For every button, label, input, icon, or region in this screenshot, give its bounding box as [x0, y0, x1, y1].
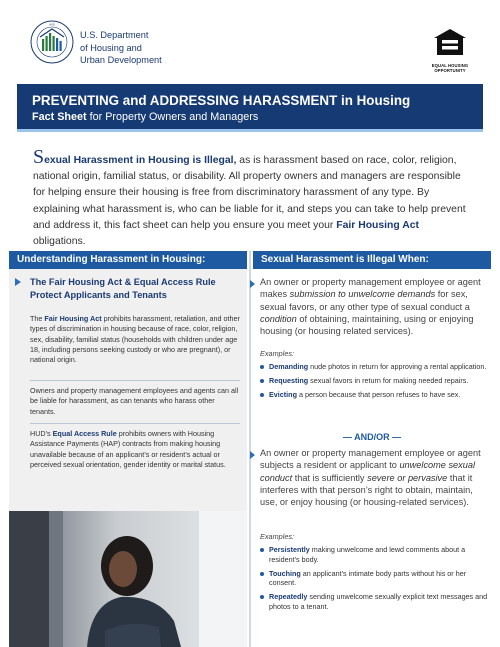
intro-dropcap: S [33, 146, 45, 168]
page-header [0, 0, 500, 80]
right-column-heading: Sexual Harassment is Illegal When: [253, 251, 491, 269]
q1-emphasis: submission to unwelcome demands [289, 289, 436, 300]
ear-text: prohibits owners with Housing Assistance Payments (HAP) contracts from making housing unavailable because of an applicant’s or resident’s actual or perceived sexual orientation, gender identity or marital status. [30, 429, 226, 469]
ear-prefix: HUD’s [30, 429, 53, 438]
list-item [260, 545, 488, 565]
ear-term: Equal Access Rule [52, 429, 117, 438]
example-text: sending unwelcome sexually explicit text messages and photos to a tenant. [269, 592, 488, 611]
triangle-bullet-icon [15, 278, 21, 286]
list-item [260, 376, 488, 386]
left-divider-1 [30, 380, 240, 381]
equal-housing-logo [430, 28, 470, 73]
q2-text-b: that is sufficiently [292, 472, 368, 483]
column-divider [249, 251, 251, 647]
woman-photo [9, 511, 247, 647]
eho-caption-line-1: EQUAL HOUSING [431, 63, 469, 68]
q1-text-a: An owner or property management employee or agent makes [260, 277, 481, 300]
example-verb: Repeatedly [269, 592, 308, 602]
fha-prefix: The [30, 314, 45, 323]
eho-caption-line-2: OPPORTUNITY [434, 68, 466, 73]
left-divider-2 [30, 423, 240, 424]
hostile-environment-paragraph [260, 447, 488, 508]
examples-label-2: Examples: [260, 532, 295, 541]
q2-text-c: that it interferes with that person’s right to obtain, maintain, use, or enjoy housing (or housing-related services). [260, 472, 473, 508]
agency-name-line-3: Urban Development [80, 55, 162, 65]
list-item [260, 569, 488, 589]
examples-label-1: Examples: [260, 349, 295, 358]
example-verb: Requesting [269, 375, 309, 385]
subtitle-rest: for Property Owners and Managers [86, 111, 259, 123]
hud-seal-logo [30, 20, 74, 64]
equal-access-paragraph [30, 429, 242, 470]
left-column-heading: Understanding Harassment in Housing: [9, 251, 247, 269]
examples-list-2 [260, 545, 488, 616]
example-text: nude photos in return for approving a rental application. [308, 362, 487, 371]
list-item [260, 592, 488, 612]
intro-lead: exual Harassment in Housing is Illegal, [44, 155, 237, 166]
fha-text: prohibits harassment, retaliation, and other types of discrimination in housing because of race, color, religion, sex, disability, familial status (households with children under age 18, including persons seeking custody or who are pregnant), or national origin. [30, 314, 240, 365]
condition-paragraph [260, 276, 488, 337]
triangle-bullet-icon [250, 280, 255, 288]
agency-name-line-1: U.S. Department [80, 30, 149, 40]
document-subtitle [32, 111, 258, 123]
agency-name-line-2: of Housing and [80, 42, 142, 53]
document-title: PREVENTING and ADDRESSING HARASSMENT in Housing [32, 93, 411, 108]
subtitle-bold: Fact Sheet [32, 111, 87, 123]
q1-emphasis-2: condition [260, 313, 297, 324]
q2-emphasis: unwelcome sexual conduct [260, 460, 476, 483]
svg-text:HUD: HUD [49, 23, 55, 27]
fha-paragraph [30, 314, 242, 365]
example-text: an applicant’s intimate body parts without his or her consent. [269, 568, 467, 588]
example-verb: Persistently [269, 545, 310, 554]
example-verb: Evicting [269, 389, 297, 399]
examples-list-1 [260, 362, 488, 403]
triangle-bullet-icon [250, 451, 255, 459]
left-subheading: The Fair Housing Act & Equal Access Rule Protect Applicants and Tenants [30, 277, 216, 300]
q2-text-a: An owner or property management employee or agent subjects a resident or applicant to [260, 448, 481, 471]
example-verb: Touching [269, 568, 301, 578]
example-text: sexual favors in return for making needed repairs. [308, 375, 469, 385]
list-item [260, 390, 488, 400]
intro-text-2: obligations. [33, 236, 86, 248]
example-text: making unwelcome and lewd comments about a resident’s body. [269, 545, 466, 564]
intro-paragraph [33, 146, 473, 250]
q1-text-c: of obtaining, maintaining, using or enjoying housing (or housing related services). [260, 313, 474, 337]
q1-text-b: for sex, sexual favors, or any other type of sexual conduct a [260, 289, 470, 312]
equal-housing-house-icon [433, 28, 467, 56]
intro-text-1: as is harassment based on race, color, religion, national origin, familial status, or disability. All property owners and managers are responsible for helping ensure their housing is free from discriminatory harassment of any type. By explaining what harassment is, who can be liable for it, and steps you can take to help prevent and address it, this fact sheet can help you ensure you meet your [33, 155, 466, 231]
example-text: a person because that person refuses to have sex. [296, 389, 461, 399]
and-or-separator: — AND/OR — [342, 432, 402, 442]
example-verb: Demanding [269, 362, 309, 371]
fha-term: Fair Housing Act [44, 314, 102, 323]
title-banner [17, 84, 483, 132]
agency-name [80, 29, 162, 67]
intro-fha-link: Fair Housing Act [336, 219, 419, 231]
list-item [260, 362, 488, 372]
liability-paragraph: Owners and property management employees and agents can all be liable for harassment, as can tenants who harass other tenants. [30, 386, 239, 416]
q2-emphasis-2: severe or pervasive [367, 472, 448, 483]
